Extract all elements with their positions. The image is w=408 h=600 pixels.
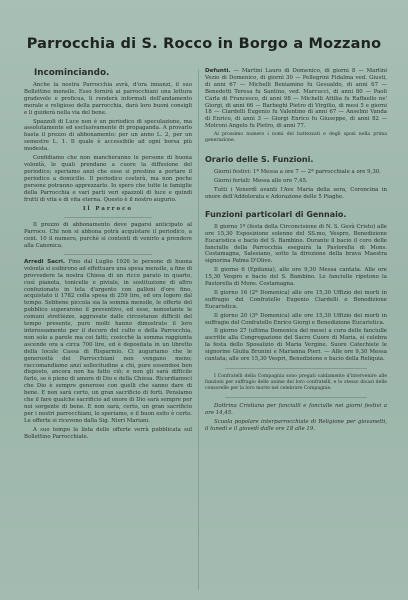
orario-item: Tutti i Venerdì avanti l'Ave Maria della sera, Coroncina in onore dell'Addolorata e Adorazione delle 5 Piaghe.: [205, 186, 387, 200]
footnote: I Confratelli della Compagnia sono pregati caldamente d'intervenire alle funzioni per suffragio delle anime dei loro confratelli, e lo stesso dicasi delle consorelle per la loro morte nel celebrare Compagnie.: [205, 374, 387, 391]
funzioni-item: Il giorno 1ª (festa della Circoncisione di N. S. Gesù Cristo) alle ore 15,30 Esposizione solenne del SS.mo, Vespro, Benedizione Eucaristica e bacio del S. Bambino. Durante il bacio il coro delle fanciulle della Parrocchia eseguirà la Pastorella di Mons. Costamagna, Salesiano, sotto la direzione della brava Maestra signorina Palma D'Olivo.: [205, 223, 387, 265]
divider: [225, 397, 367, 398]
scuola-notice: Scuola popolare interparrocchiale di Religione per giovanetti, il lunedì e il giovedì dalle ore 18 alle 19.: [205, 418, 387, 432]
defunti-note: Al prossimo numero i nomi dei battezzati e degli sposi nella prima generazione.: [205, 132, 387, 144]
section-heading-defunti: Defunti.: [205, 68, 231, 74]
signature: Il Parroco: [82, 206, 133, 213]
orario-item: Giorni festivi: 1ª Messa a ore 7 — 2ª parrocchiale a ore 9,30.: [214, 169, 381, 176]
section-heading-funzioni: Funzioni particolari di Gennaio.: [205, 209, 347, 219]
defunti-paragraph: Defunti. — Martini Lauro di Domenico, di giorni 8 — Martini Vezio di Domenico, di giorni 30 — Pellegrini Fidalma ved. Giusti, di anni 67 — Michelli Beniamino fu Gesualdo, di anni 67 — Benedetti Teresa fu Santino, ved. Marcucci, di anni 80 — Paoli Carla di Francesco, di anni 98 — Michelli Attilia fu Raffaello ne' Giorgi, di anni 66 — Barbeghi Pietro di Virgilio, di mesi 5 e giorni 18 — Ciardelli Eugenio fu Valentino di anni 67 — Anselmi Vanda di Enrico, di anni 3 — Giorgi Enrico fu Giuseppe, di anni 82 — Motroni Angelo fu Pietro, di anni 77.: [205, 68, 387, 130]
paragraph: Spazzoli di Luce non è un periodico di speculazione, ma assolutamente ed esclusivamente di propaganda. A provarlo basta il prezzo di abbonamento: per un anno L. 2, per un semestre L. 1. Il quale è accessibile ad ogni borsa più modesta.: [24, 118, 192, 153]
dottrina-notice: Dottrina Cristiana per fanciulli e fanciulle nei giorni festivi a ore 14,45.: [205, 403, 387, 416]
funzioni-item: Il giorno 20 (3ª Domenica) alle ore 15,30 Uffizio dei morti in suffragio del Confratello Enrico Giorgi e Benedizione Eucaristica.: [205, 312, 387, 326]
page-title: Parrocchia di S. Rocco in Borgo a Mozzano: [26, 36, 382, 52]
divider: [64, 254, 152, 255]
paragraph: Confidiamo che non mancheranno le persone di buona volontà, le quali prendano a cuore la diffusione del periodico; speriamo anzi che esse si prestino a portare il periodico a domicilio. Il periodico costerà, ma non poche persone potranno apprezzarlo. Io spero che tutte le famiglie della Parrocchia e vari parti veri spazzoli di luce e quindi frutti di vita e di vita eterna. Questo è il nostro augurio.: [24, 155, 192, 203]
funzioni-item: Il giorno 27 (ultima Domenica del mese) a cura delle fanciulle ascritte alla Congregazione del Sacro Cuore di Maria, si celebra la festa dello Sposalizio di Maria Vergine. Suore Catechiste le signorine Giulia Brunini e Marianna Pieri. — Alle ore 9,30 Messa cantata; alle ore 15,30 Vespri, Benedizione e bacio della Reliquia.: [205, 328, 387, 363]
paragraph: Il prezzo di abbonamento deve pagarsi anticipato al Parroco. Chi non si abbona potrà acquistare il periodico, a cent. 10 il numero, purchè si contenti di venirlo a prendere alla Canonica.: [24, 222, 192, 250]
orario-item: Giorni feriali: Messa alle ore 7,45.: [214, 178, 308, 185]
section-heading-arredi: Arredi Sacri.: [24, 258, 66, 265]
section-heading-incominciando: Incominciando.: [34, 68, 110, 78]
funzioni-item: Il giorno 16 (2ª Domenica) alle ore 15,30 Uffizio dei morti in suffragio del Confratello Eugenio Ciardelli e Benedizione Eucaristica.: [205, 289, 387, 310]
section-heading-orario: Orario delle S. Funzioni.: [205, 155, 314, 165]
funzioni-item: Il giorno 6 (Epifania), alle ore 9,30 Messa cantata. Alle ore 15,30 Vespro e bacio del S. Bambino. Le fanciulle ripetono la Pastorella di Mons. Costamagna.: [205, 267, 387, 288]
left-column: [24, 68, 192, 443]
paragraph: Anche la nostra Parrocchia avrà, d'ora innanzi, il suo Bollettino mensile. Esso fornirà ai parrocchiani una lettura gradevole e proficua, li renderà informati dell'andamento morale e religioso della parrocchia, darà loro buoni consigli e li guiderà nella via del bene.: [24, 82, 192, 116]
column-divider: [198, 70, 199, 590]
paragraph-arredi: Arredi Sacri. Fino dal Luglio 1926 le persone di buona volontà si esibirono ad effettuare una spesa mensile, a fine di provvedere la nostra Chiesa di un ricco parato in quarto, così pianeta, tonicelle e piviale, in sostituzione di altro confezionato in tela d'argento con galloni d'oro fino, acquistato il 1782 colla spesa di 259 lire, ed ora logoro dal tempo. Sebbene piccola sia la somma mensile, le offerte del pubblico superarono il preventivo, ed esse, nonostante le comuni strettezze, aggravate dalle circostanze difficili del tempo presente, pure molti hanno dimostrato il loro interessamento per il decoro del culto e della Parrocchia, non solo a parole ma coi fatti; cosicchè la somma raggiunta ascende ora a circa 700 lire, ed è depositata in un libretto della locale Cassa di Risparmio. Ci auguriamo che le generosità dei Parrocchiani non vengano meno; raccomandiamo anzi sollecitudine a chi, pure essendosi ben disposto, ancora non ha fatto ciò; e non gli sarà difficile farlo, se è pieno di amore di Dio e della Chiesa. Ricordiamoci che Dio è sempre generoso con quelli che sanno dare di bene. E non sarà certo, un gran sacrificio di forti. Pensiamo che il fare qualche sacrificio ad onore di Dio sarà sempre per noi sorgente di bene. E non sarà, certo, un gran sacrificio per i nostri parrocchiani, lo speriamo, e il buon esito è certo. Le offerte si ricevono dalla Sig. Nieri Mariani.: [24, 258, 192, 424]
paragraph: A suo tempo la lista delle offerte verrà pubblicata sul Bollettino Parrocchiale.: [24, 426, 192, 440]
right-column: [205, 68, 387, 435]
divider: [64, 217, 152, 218]
divider: [225, 368, 367, 369]
